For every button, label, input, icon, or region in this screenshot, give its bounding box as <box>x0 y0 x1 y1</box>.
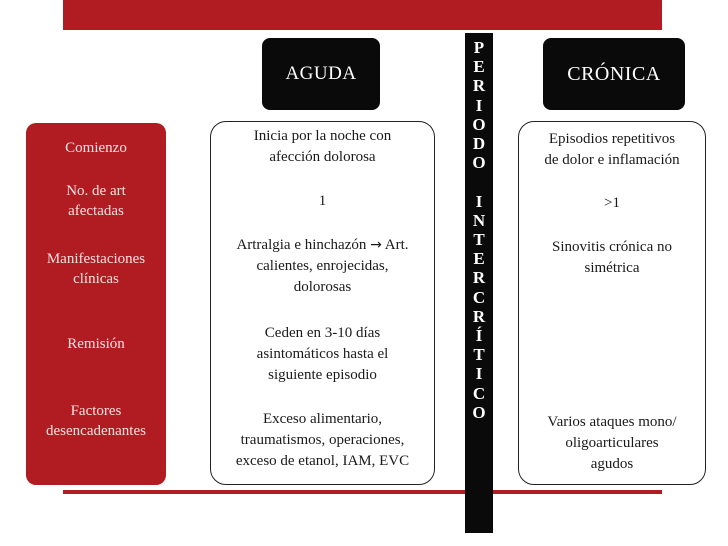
header-aguda-label: AGUDA <box>285 63 357 84</box>
cronica-factores-line1: Varios ataques mono/ <box>547 414 677 430</box>
label-manifestaciones-line2: clínicas <box>73 271 119 287</box>
label-remision <box>26 334 166 354</box>
header-cronica-label: CRÓNICA <box>567 62 661 85</box>
aguda-remision-line3: siguiente episodio <box>268 367 377 383</box>
label-remision-text: Remisión <box>67 336 125 352</box>
label-no-art-line1: No. de art <box>66 183 126 199</box>
cronica-comienzo-line1: Episodios repetitivos <box>548 131 676 147</box>
header-aguda <box>262 38 380 110</box>
cronica-manifestaciones-line1: Sinovitis crónica no <box>552 239 672 255</box>
label-manifestaciones-line1: Manifestaciones <box>46 251 146 267</box>
cronica-manifestaciones-line2: simétrica <box>584 260 640 276</box>
label-factores <box>26 401 166 441</box>
aguda-no-art <box>212 191 433 212</box>
arrow-right-icon: → <box>370 237 382 253</box>
cronica-factores-line2: oligoarticulares <box>565 435 659 451</box>
aguda-manifestaciones-line1-start: Artralgia e hinchazón <box>236 237 371 253</box>
label-comienzo-text: Comienzo <box>65 140 127 156</box>
label-factores-line2: desencadenantes <box>46 423 146 439</box>
label-manifestaciones <box>26 249 166 289</box>
aguda-factores-line3: exceso de etanol, IAM, EVC <box>235 453 410 469</box>
label-no-art-line2: afectadas <box>68 203 124 219</box>
header-cronica <box>543 38 685 110</box>
label-no-art <box>26 181 166 221</box>
cronica-manifestaciones <box>520 237 704 279</box>
aguda-remision <box>212 323 433 386</box>
cronica-comienzo-line2: de dolor e inflamación <box>544 152 680 168</box>
aguda-no-art-value: 1 <box>318 193 327 209</box>
cronica-factores-line3: agudos <box>590 456 634 472</box>
aguda-comienzo <box>212 126 433 168</box>
aguda-comienzo-line2: afección dolorosa <box>269 149 376 165</box>
aguda-manifestaciones-line2: calientes, enrojecidas, <box>256 258 389 274</box>
cronica-no-art-value: >1 <box>604 195 620 211</box>
periodo-intercritico-text: P E R I O D O I N T E R C R Í T I C O <box>472 38 486 422</box>
label-factores-line1: Factores <box>70 403 122 419</box>
aguda-remision-line2: asintomáticos hasta el <box>256 346 389 362</box>
aguda-remision-line1: Ceden en 3-10 días <box>264 325 381 341</box>
bottom-accent-line <box>63 490 662 494</box>
aguda-manifestaciones-line1-end: Art. <box>381 237 409 253</box>
cronica-comienzo <box>520 129 704 171</box>
aguda-manifestaciones <box>212 235 433 298</box>
label-comienzo <box>26 138 166 158</box>
aguda-factores-line2: traumatismos, operaciones, <box>240 432 405 448</box>
aguda-comienzo-line1: Inicia por la noche con <box>253 128 392 144</box>
cronica-no-art <box>520 193 704 214</box>
aguda-manifestaciones-line3: dolorosas <box>293 279 352 295</box>
aguda-factores <box>212 409 433 472</box>
aguda-manifestaciones-line1 <box>212 235 433 256</box>
cronica-factores <box>520 412 704 475</box>
top-accent-bar <box>63 0 662 30</box>
aguda-factores-line1: Exceso alimentario, <box>262 411 383 427</box>
